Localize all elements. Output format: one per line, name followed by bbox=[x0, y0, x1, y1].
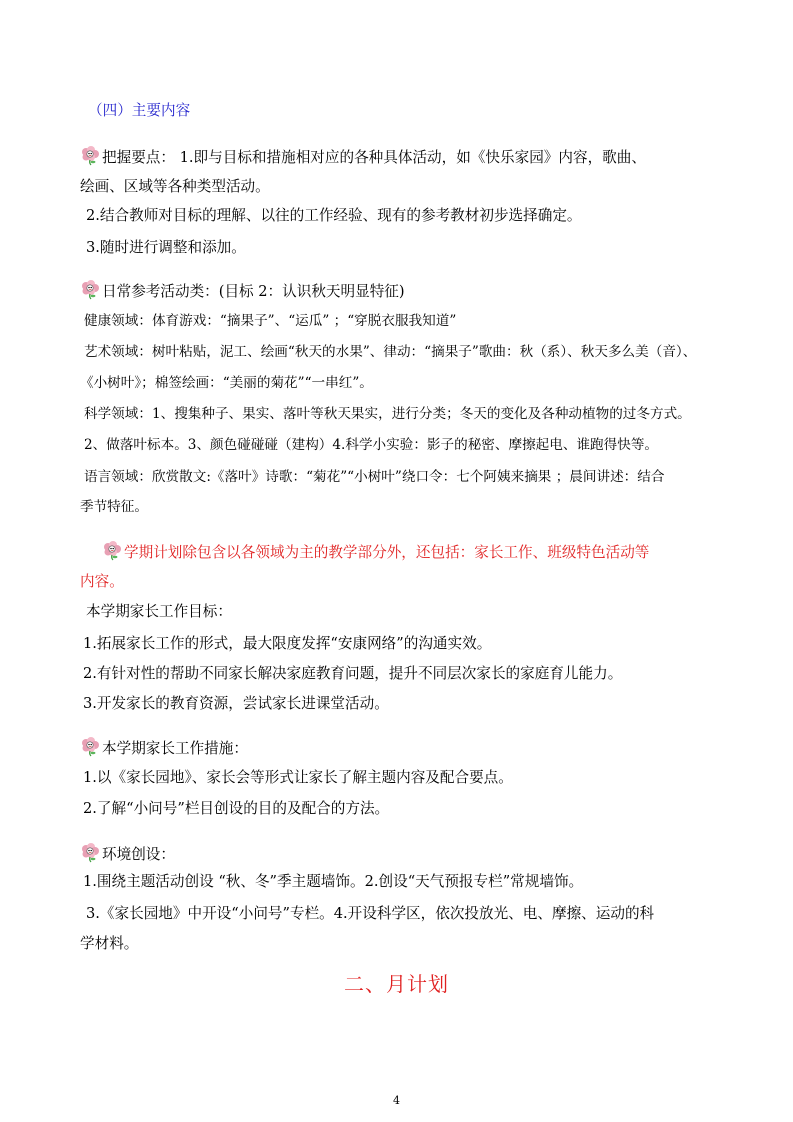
page-number: 4 bbox=[393, 1094, 400, 1107]
key-points-text: 把握要点： 1.即与目标和措施相对应的各种具体活动，如《快乐家园》内容，歌曲、 bbox=[102, 149, 646, 166]
parent-goal-item: 1.拓展家长工作的形式，最大限度发挥“安康网络”的沟通实效。 bbox=[83, 635, 492, 652]
parent-measures-title: 本学期家长工作措施： bbox=[102, 740, 248, 757]
parent-measure-item: 2.了解“小问号”栏目创设的目的及配合的方法。 bbox=[83, 800, 390, 817]
section-title: （四）主要内容 bbox=[88, 102, 191, 119]
flower-icon bbox=[80, 737, 102, 757]
parent-goal-item: 2.有针对性的帮助不同家长解决家庭教育问题，提升不同层次家长的家庭育儿能力。 bbox=[83, 665, 623, 682]
parent-goal-item: 3.开发家长的教育资源，尝试家长进课堂活动。 bbox=[83, 695, 389, 712]
daily-activities-title: 日常参考活动类：(目标 2：认识秋天明显特征) bbox=[102, 283, 405, 300]
key-points-line-4: 3.随时进行调整和添加。 bbox=[86, 239, 246, 256]
environment-title-line bbox=[80, 843, 730, 865]
month-plan-heading: 二、月计划 bbox=[344, 972, 449, 996]
semester-note-text: 学期计划除包含以各领域为主的教学部分外，还包括：家长工作、班级特色活动等 bbox=[124, 544, 650, 561]
environment-item: 3.《家长园地》中开设“小问号”专栏。4.开设科学区，依次投放光、电、摩擦、运动的科 bbox=[86, 905, 655, 922]
science-domain: 科学领域：1、搜集种子、果实、落叶等秋天果实，进行分类；冬天的变化及各种动植物的过冬方式。 bbox=[84, 406, 691, 422]
key-points-line bbox=[80, 146, 730, 168]
language-domain-cont: 季节特征。 bbox=[80, 499, 148, 515]
health-domain: 健康领域：体育游戏：“摘果子”、“运瓜” ；“穿脱衣服我知道” bbox=[84, 313, 457, 329]
environment-item: 学材料。 bbox=[80, 935, 139, 952]
art-domain: 艺术领域：树叶粘贴，泥工、绘画“秋天的水果”、律动：“摘果子”歌曲：秋（系）、秋天多么美（音）、 bbox=[84, 344, 697, 360]
science-domain-cont: 2、做落叶标本。3、颜色碰碰碰（建构）4.科学小实验：影子的秘密、摩擦起电、谁跑得快等。 bbox=[84, 437, 659, 453]
key-points-line-2: 绘画、区域等各种类型活动。 bbox=[80, 178, 270, 195]
parent-goals-title: 本学期家长工作目标： bbox=[86, 603, 232, 620]
flower-icon bbox=[80, 146, 102, 166]
key-points-line-3: 2.结合教师对目标的理解、以往的工作经验、现有的参考教材初步选择确定。 bbox=[86, 207, 582, 224]
daily-activities-title-line bbox=[80, 280, 730, 302]
environment-item: 1.围绕主题活动创设 “秋、冬”季主题墙饰。2.创设“天气预报专栏”常规墙饰。 bbox=[83, 873, 584, 890]
semester-note-line-2: 内容。 bbox=[80, 573, 124, 590]
art-domain-cont: 《小树叶》；棉签绘画：“美丽的菊花”“一串红”。 bbox=[80, 375, 373, 391]
flower-icon bbox=[80, 280, 102, 300]
parent-measures-title-line bbox=[80, 737, 730, 759]
flower-icon bbox=[102, 541, 124, 561]
environment-title: 环境创设： bbox=[102, 846, 175, 863]
language-domain: 语言领域：欣赏散文:《落叶》诗歌：“菊花”“小树叶”绕口令：七个阿姨来摘果 ；晨间讲述：结合 bbox=[84, 469, 665, 485]
parent-measure-item: 1.以《家长园地》、家长会等形式让家长了解主题内容及配合要点。 bbox=[83, 769, 513, 786]
flower-icon bbox=[80, 843, 102, 863]
semester-note-line bbox=[102, 541, 752, 563]
